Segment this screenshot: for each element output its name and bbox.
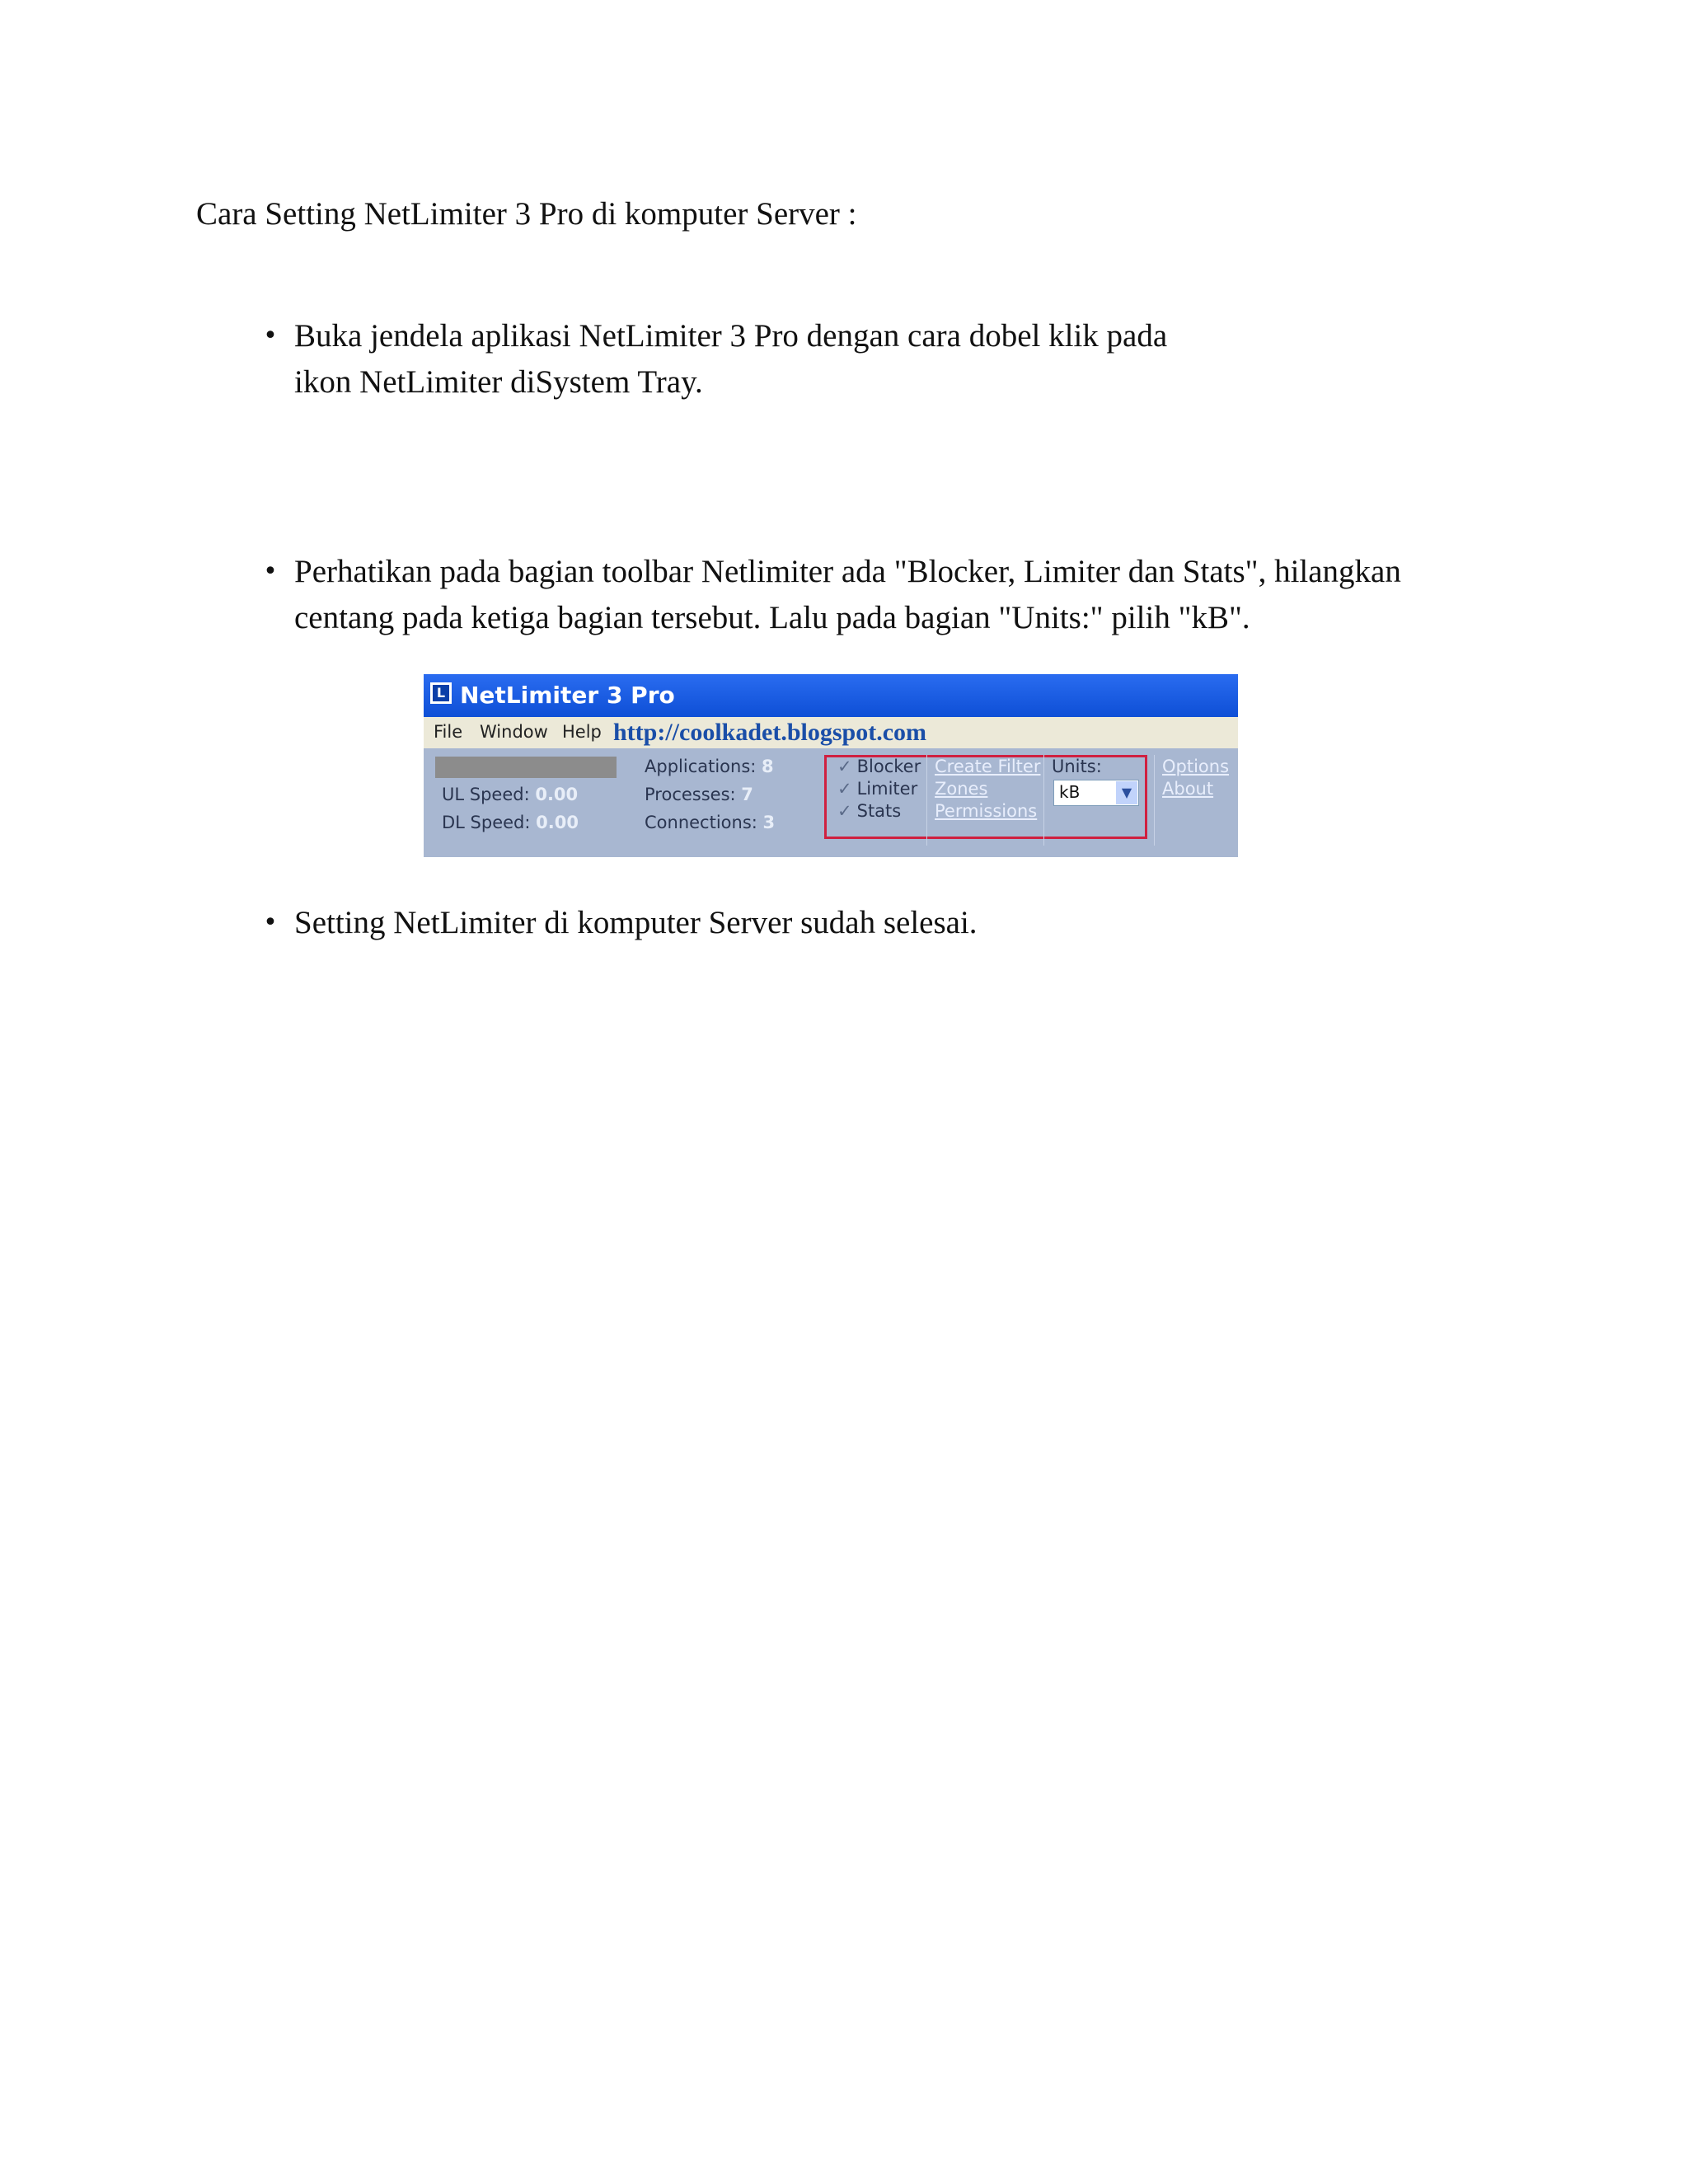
bullet-text-line: Buka jendela aplikasi NetLimiter 3 Pro dengan cara dobel klik pada: [294, 318, 1168, 354]
link-create-filter[interactable]: Create Filter: [935, 757, 1041, 776]
watermark-url: http://coolkadet.blogspot.com: [613, 719, 927, 746]
units-select[interactable]: [1053, 780, 1139, 806]
divider: [1154, 755, 1155, 846]
toolbar-panel: [424, 748, 1238, 857]
link-about[interactable]: About: [1162, 779, 1214, 799]
link-options[interactable]: Options: [1162, 757, 1230, 776]
chevron-down-icon[interactable]: ▼: [1116, 781, 1137, 804]
divider: [926, 755, 927, 846]
units-select-value: kB: [1059, 782, 1081, 802]
bullet-text-line: ikon NetLimiter diSystem Tray.: [294, 364, 703, 400]
applications-value: 8: [762, 757, 774, 776]
applications-count: [645, 757, 774, 776]
units-label: Units:: [1052, 757, 1102, 776]
link-zones[interactable]: Zones: [935, 779, 988, 799]
check-icon: ✓: [837, 757, 852, 776]
checkbox-label: Limiter: [856, 779, 918, 799]
checkbox-label: Stats: [856, 801, 902, 821]
page-heading: Cara Setting NetLimiter 3 Pro di komputer Server :: [196, 196, 857, 232]
connections-value: 3: [762, 813, 776, 832]
checkbox-limiter[interactable]: [837, 779, 917, 799]
divider: [1043, 755, 1044, 846]
bullet-text-line: Perhatikan pada bagian toolbar Netlimiter ada "Blocker, Limiter dan Stats", hilangkan: [294, 554, 1401, 589]
processes-label: Processes:: [645, 785, 736, 804]
connections-label: Connections:: [645, 813, 757, 832]
connections-count: [645, 813, 775, 832]
bullet-marker: •: [263, 908, 278, 937]
dl-speed-label: DL Speed:: [442, 813, 531, 832]
dl-speed: [442, 813, 579, 832]
menu-window[interactable]: Window: [480, 722, 548, 742]
bullet-marker: •: [263, 321, 278, 350]
ul-speed-value: 0.00: [535, 785, 579, 804]
window-title: NetLimiter 3 Pro: [460, 682, 675, 709]
check-icon: ✓: [837, 801, 852, 821]
check-icon: ✓: [837, 779, 852, 799]
applications-label: Applications:: [645, 757, 757, 776]
processes-count: [645, 785, 753, 804]
checkbox-label: Blocker: [856, 757, 921, 776]
menu-file[interactable]: File: [434, 722, 463, 742]
link-permissions[interactable]: Permissions: [935, 801, 1038, 821]
title-bar: [424, 674, 1238, 717]
ul-speed-label: UL Speed:: [442, 785, 530, 804]
bullet-text-line: Setting NetLimiter di komputer Server sudah selesai.: [294, 905, 978, 940]
bullet-marker: •: [263, 557, 278, 586]
menu-bar: [424, 717, 1238, 748]
netlimiter-app-icon: L: [430, 682, 452, 704]
bullet-text-line: centang pada ketiga bagian tersebut. Lalu pada bagian "Units:" pilih "kB".: [294, 600, 1250, 635]
checkbox-stats[interactable]: [837, 801, 901, 821]
checkbox-blocker[interactable]: [837, 757, 921, 776]
netlimiter-screenshot: [424, 674, 1238, 857]
ul-speed: [442, 785, 578, 804]
processes-value: 7: [741, 785, 753, 804]
menu-help[interactable]: Help: [562, 722, 602, 742]
speed-graph: [435, 757, 617, 778]
dl-speed-value: 0.00: [536, 813, 579, 832]
